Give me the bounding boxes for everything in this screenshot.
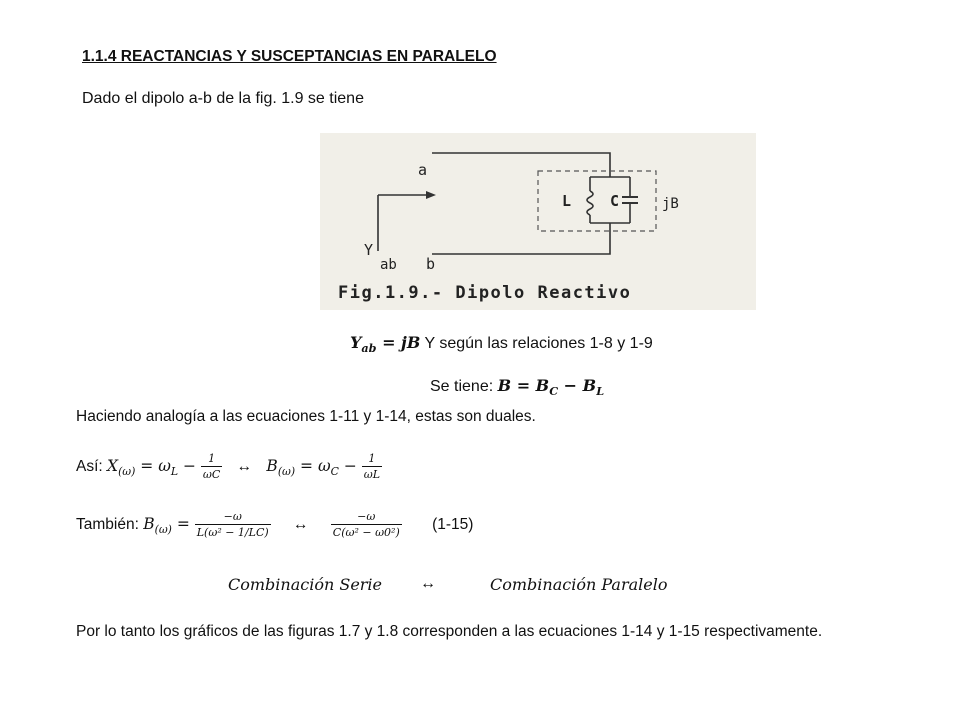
label-b: b [426, 255, 436, 273]
intro-text: Dado el dipolo a-b de la fig. 1.9 se tiene [82, 90, 364, 107]
dual-arrow: ↔ [420, 575, 436, 592]
equation-se-tiene: Se tiene: $B = B_C - B_L$ [430, 376, 605, 398]
label-y: Y [364, 241, 374, 259]
label-l: L [562, 192, 572, 210]
label-jb: jB [662, 196, 679, 212]
section-title: 1.1.4 REACTANCIAS Y SUSCEPTANCIAS EN PARALELO [82, 48, 497, 65]
label-a: a [418, 161, 428, 179]
equation-yab: $Y_{ab}$ = jB Y según las relaciones 1-8 y 1-9 [350, 333, 653, 355]
equation-ref: (1-15) [432, 516, 474, 534]
equation-tambien: También: $B_{(\omega)}$ = $\frac{-\omega}{\text{L(ω² − 1/LC)}}$ ↔ $\frac{-\omega}{\text{C(ω² − ω0²)}}$ (1-15) [76, 510, 474, 539]
paragraph-conclusion: Por lo tanto los gráficos de las figuras 1.7 y 1.8 corresponden a las ecuaciones 1-14 y 1-15 respectivamente. [76, 623, 823, 640]
label-ab: ab [380, 257, 397, 273]
figure-caption: Fig.1.9.- Dipolo Reactivo [338, 283, 632, 303]
equation-asi: Así: $X_{(\omega)} = \omega_L$ − $\frac{1}{\omega C}$ ↔ $B_{(\omega)} = \omega_C$ − $\frac{1}{\omega L}$ [76, 452, 381, 481]
combinacion-serie: Combinación Serie [228, 575, 383, 594]
combinacion-paralelo: Combinación Paralelo [490, 575, 668, 594]
label-c: C [610, 192, 620, 210]
paragraph-analogia: Haciendo analogía a las ecuaciones 1-11 y 1-14, estas son duales. [76, 408, 536, 425]
figure-dipolo-reactivo [320, 133, 756, 310]
